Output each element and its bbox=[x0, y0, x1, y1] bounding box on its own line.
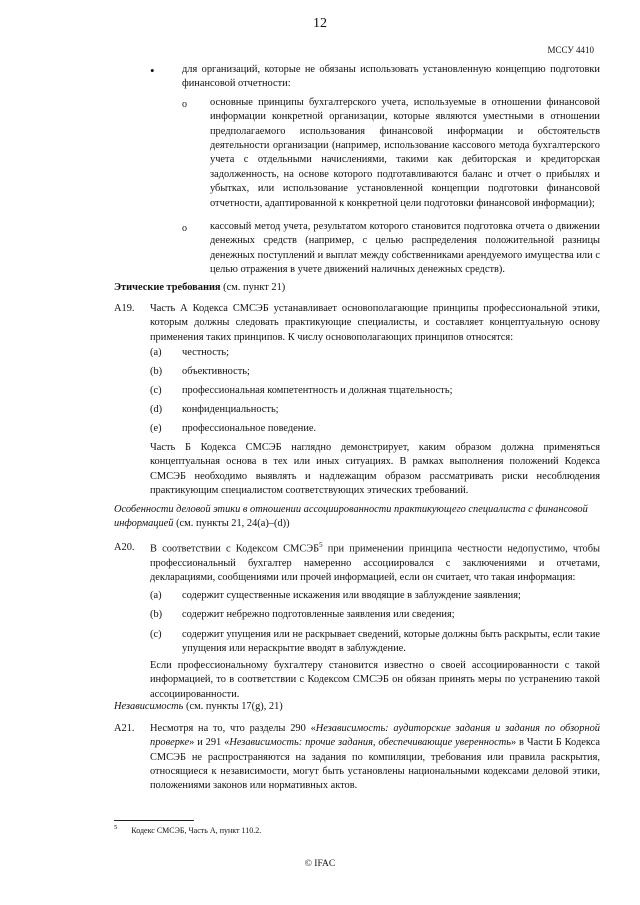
list-item: содержит упущения или не раскрывает сведений, которые должны быть раскрыты, если такие упущения или нераскрытие вводят в заблуждение. bbox=[182, 629, 600, 655]
list-item: профессиональное поведение. bbox=[182, 423, 317, 434]
independence-heading-title: Независимость bbox=[114, 701, 184, 712]
ethics-heading-ref: (см. пункт 21) bbox=[220, 282, 286, 293]
a19-intro: Часть А Кодекса СМСЭБ устанавливает основополагающие принципы профессиональной этики, которым должны следовать практикующие специалисты, и составляет концептуальную основу применения таких принципов. К числу основополагающих принципов относятся: bbox=[150, 303, 600, 343]
a21-text-part: Несмотря на то, что разделы 290 « bbox=[150, 723, 316, 734]
a20-closing: Если профессиональному бухгалтеру становится известно о своей ассоциированности с такой информацией, то в соответствии с Кодексом СМСЭБ он обязан принять меры по устранению такой ассоциированности. bbox=[150, 660, 600, 700]
sub-bullet-text: кассовый метод учета, результатом которого становится подготовка отчета о движении денежных средств (например, с целью распределения положительной разницы денежных поступлений и выплат между собственниками арендуемого имущества или с целью отражения в учете движений наличных денежных средств). bbox=[210, 221, 600, 276]
paragraph-number: A20. bbox=[114, 542, 135, 553]
standard-code: МССУ 4410 bbox=[547, 45, 594, 55]
ethics-heading bbox=[114, 281, 285, 295]
list-item: профессиональная компетентность и должная тщательность; bbox=[182, 385, 453, 396]
association-heading-ref: (см. пункты 21, 24(a)–(d)) bbox=[173, 518, 290, 530]
list-label: (a) bbox=[150, 347, 162, 358]
a20-intro-rest: при применении принципа честности недопустимо, чтобы профессиональный бухгалтер намеренно ассоциировался с заключениями и отчетами, декларациями, сообщениями или прочей информацией, если он считает, что такая информация: bbox=[150, 543, 600, 584]
footnote-text: Кодекс СМСЭБ, Часть А, пункт 110.2. bbox=[131, 825, 262, 835]
sub-bullet-text: основные принципы бухгалтерского учета, используемые в отношении финансовой информации конкретной организации, которые являются уместными в отношении предполагаемого использования финансовой информации и обстоятельств деятельности организации (например, использование кассового метода бухгалтерского учета с отдельными начислениями, такими как дебиторская и кредиторская задолженность, на основе которого подготавливаются баланс и отчет о прибылях и убытках, или использование установленной концепции подготовки финансовой отчетности, адаптированной к конкретной цели подготовки финансовой информации); bbox=[210, 97, 600, 209]
a21-text-part: » и 291 « bbox=[189, 737, 230, 749]
paragraph-number: A21. bbox=[114, 723, 135, 734]
independence-heading-ref: (см. пункты 17( bbox=[183, 701, 256, 712]
sub-bullet-marker: o bbox=[182, 99, 187, 110]
footnote-number: 5 bbox=[114, 824, 118, 831]
footnote bbox=[114, 824, 261, 836]
paragraph-number: A19. bbox=[114, 303, 135, 314]
a21-text bbox=[150, 722, 600, 794]
list-label: (e) bbox=[150, 423, 162, 434]
list-item: конфиденциальность; bbox=[182, 404, 279, 415]
list-item: честность; bbox=[182, 347, 230, 358]
list-label: (b) bbox=[150, 609, 163, 620]
list-label: (b) bbox=[150, 366, 163, 377]
footnote-divider bbox=[114, 820, 194, 821]
list-label: (d) bbox=[150, 404, 163, 415]
association-heading-title: Особенности деловой этики в отношении ассоциированности практикующего специалиста с финансовой информацией bbox=[114, 504, 588, 530]
a21-italic-title: Независимость: прочие задания, обеспечивающие уверенность bbox=[229, 737, 511, 749]
bullet-text: для организаций, которые не обязаны использовать установленную концепцию подготовки финансовой отчетности: bbox=[182, 64, 600, 90]
list-label: (a) bbox=[150, 590, 162, 601]
a20-intro bbox=[150, 541, 600, 586]
a20-intro-start: В соответствии с Кодексом СМСЭБ bbox=[150, 543, 320, 555]
independence-heading bbox=[114, 700, 283, 714]
independence-heading-ref-letter: g bbox=[255, 701, 261, 712]
a19-closing: Часть Б Кодекса СМСЭБ наглядно демонстрирует, каким образом должна применяться концептуальная основа в тех или иных ситуациях. В рамках выполнения положений Кодекса СМСЭБ необходимо выявлять и надлежащим образом рассматривать риски несоблюдения практикующим специалистом соответствующих этических требований. bbox=[150, 442, 600, 497]
list-label: (c) bbox=[150, 629, 162, 640]
footnote-reference[interactable]: 5 bbox=[319, 541, 323, 549]
a21-italic-title: Независимость: аудиторские задания и задания по обзорной проверке bbox=[150, 723, 600, 749]
ethics-heading-title: Этические требования bbox=[114, 282, 221, 293]
sub-bullet-marker: o bbox=[182, 223, 187, 234]
association-heading bbox=[114, 503, 600, 532]
a21-text-part: » в Части Б Кодекса СМСЭБ не распространяются на задания по компиляции, требования или правила раскрытия, относящиеся к независимости, могут быть установлены национальными кодексами деловой этики, положениями законов или нормативных актов. bbox=[150, 737, 600, 792]
list-item: объективность; bbox=[182, 366, 250, 377]
list-item: содержит существенные искажения или вводящие в заблуждение заявления; bbox=[182, 590, 521, 601]
list-label: (c) bbox=[150, 385, 162, 396]
page-number: 12 bbox=[313, 16, 327, 31]
bullet-marker: • bbox=[150, 63, 155, 78]
list-item: содержит небрежно подготовленные заявления или сведения; bbox=[182, 609, 455, 620]
copyright-footer: © IFAC bbox=[304, 859, 336, 869]
independence-heading-ref-end: ), 21) bbox=[260, 701, 283, 712]
